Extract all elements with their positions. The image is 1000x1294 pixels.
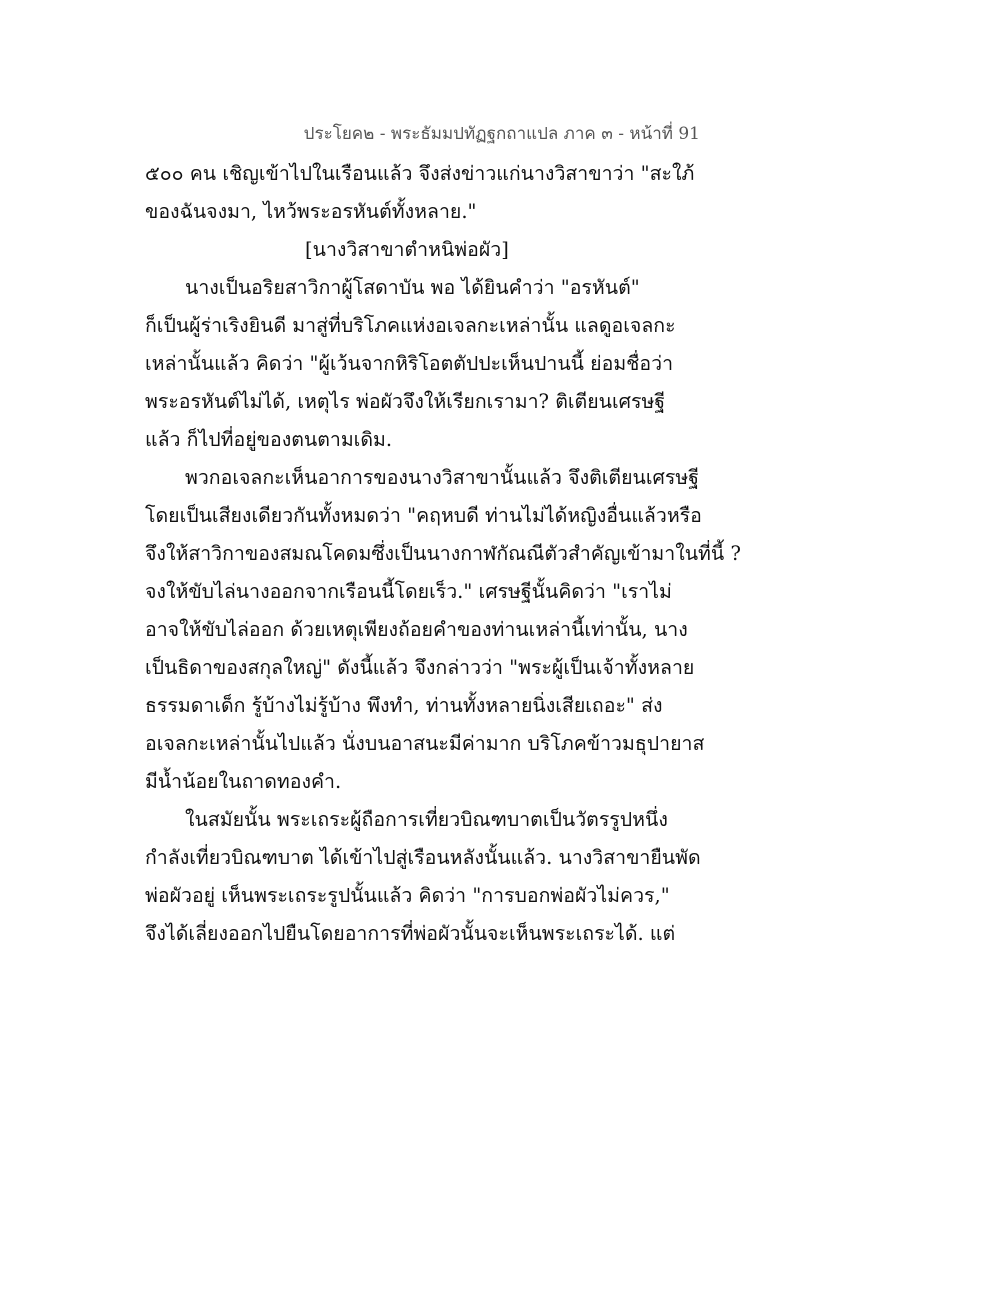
text-line: จงให้ขับไล่นางออกจากเรือนนี้โดยเร็ว." เศรษฐีนั้นคิดว่า "เราไม่ bbox=[145, 580, 672, 603]
text-line: ของฉันจงมา, ไหว้พระอรหันต์ทั้งหลาย." bbox=[145, 200, 477, 223]
text-line: จึงให้สาวิกาของสมณโคดมซึ่งเป็นนางกาฬกัณณีตัวสำคัญเข้ามาในที่นี้ ? bbox=[145, 542, 741, 565]
text-line: กำลังเที่ยวบิณฑบาต ได้เข้าไปสู่เรือนหลังนั้นแล้ว. นางวิสาขายืนพัด bbox=[145, 846, 701, 869]
text-line: มีน้ำน้อยในถาดทองคำ. bbox=[145, 770, 342, 793]
paragraph-start-line: นางเป็นอริยสาวิกาผู้โสดาบัน พอ ได้ยินคำว่า "อรหันต์" bbox=[185, 276, 640, 299]
text-line: อาจให้ขับไล่ออก ด้วยเหตุเพียงถ้อยคำของท่านเหล่านี้เท่านั้น, นาง bbox=[145, 618, 688, 641]
text-line: จึงได้เลี่ยงออกไปยืนโดยอาการที่พ่อผัวนั้นจะเห็นพระเถระได้. แต่ bbox=[145, 922, 676, 945]
paragraph-start-line: ในสมัยนั้น พระเถระผู้ถือการเที่ยวบิณฑบาตเป็นวัตรรูปหนึ่ง bbox=[185, 808, 668, 831]
paragraph-start-line: พวกอเจลกะเห็นอาการของนางวิสาขานั้นแล้ว จึงติเตียนเศรษฐี bbox=[185, 466, 699, 489]
body-text bbox=[145, 155, 741, 953]
text-line: ๕๐๐ คน เชิญเข้าไปในเรือนแล้ว จึงส่งข่าวแก่นางวิสาขาว่า "สะใภ้ bbox=[145, 162, 695, 185]
text-line: เหล่านั้นแล้ว คิดว่า "ผู้เว้นจากหิริโอตตัปปะเห็นปานนี้ ย่อมชื่อว่า bbox=[145, 352, 674, 375]
text-line: อเจลกะเหล่านั้นไปแล้ว นั่งบนอาสนะมีค่ามาก บริโภคข้าวมธุปายาส bbox=[145, 732, 705, 755]
text-line: แล้ว ก็ไปที่อยู่ของตนตามเดิม. bbox=[145, 428, 393, 451]
text-line: ธรรมดาเด็ก รู้บ้างไม่รู้บ้าง พึงทำ, ท่านทั้งหลายนิ่งเสียเถอะ" ส่ง bbox=[145, 694, 663, 717]
text-line: โดยเป็นเสียงเดียวกันทั้งหมดว่า "คฤหบดี ท่านไม่ได้หญิงอื่นแล้วหรือ bbox=[145, 504, 702, 527]
text-line: พระอรหันต์ไม่ได้, เหตุไร พ่อผัวจึงให้เรียกเรามา? ติเตียนเศรษฐี bbox=[145, 390, 666, 413]
text-line: พ่อผัวอยู่ เห็นพระเถระรูปนั้นแล้ว คิดว่า "การบอกพ่อผัวไม่ควร," bbox=[145, 884, 670, 907]
text-line: ก็เป็นผู้ร่าเริงยินดี มาสู่ที่บริโภคแห่งอเจลกะเหล่านั้น แลดูอเจลกะ bbox=[145, 314, 676, 337]
running-header: ประโยค๒ - พระธัมมปทัฏฐกถาแปล ภาค ๓ - หน้าที่ 91 bbox=[303, 124, 700, 144]
section-heading: [นางวิสาขาตำหนิพ่อผัว] bbox=[305, 238, 509, 261]
text-line: เป็นธิดาของสกุลใหญ่" ดังนี้แล้ว จึงกล่าวว่า "พระผู้เป็นเจ้าทั้งหลาย bbox=[145, 656, 695, 679]
